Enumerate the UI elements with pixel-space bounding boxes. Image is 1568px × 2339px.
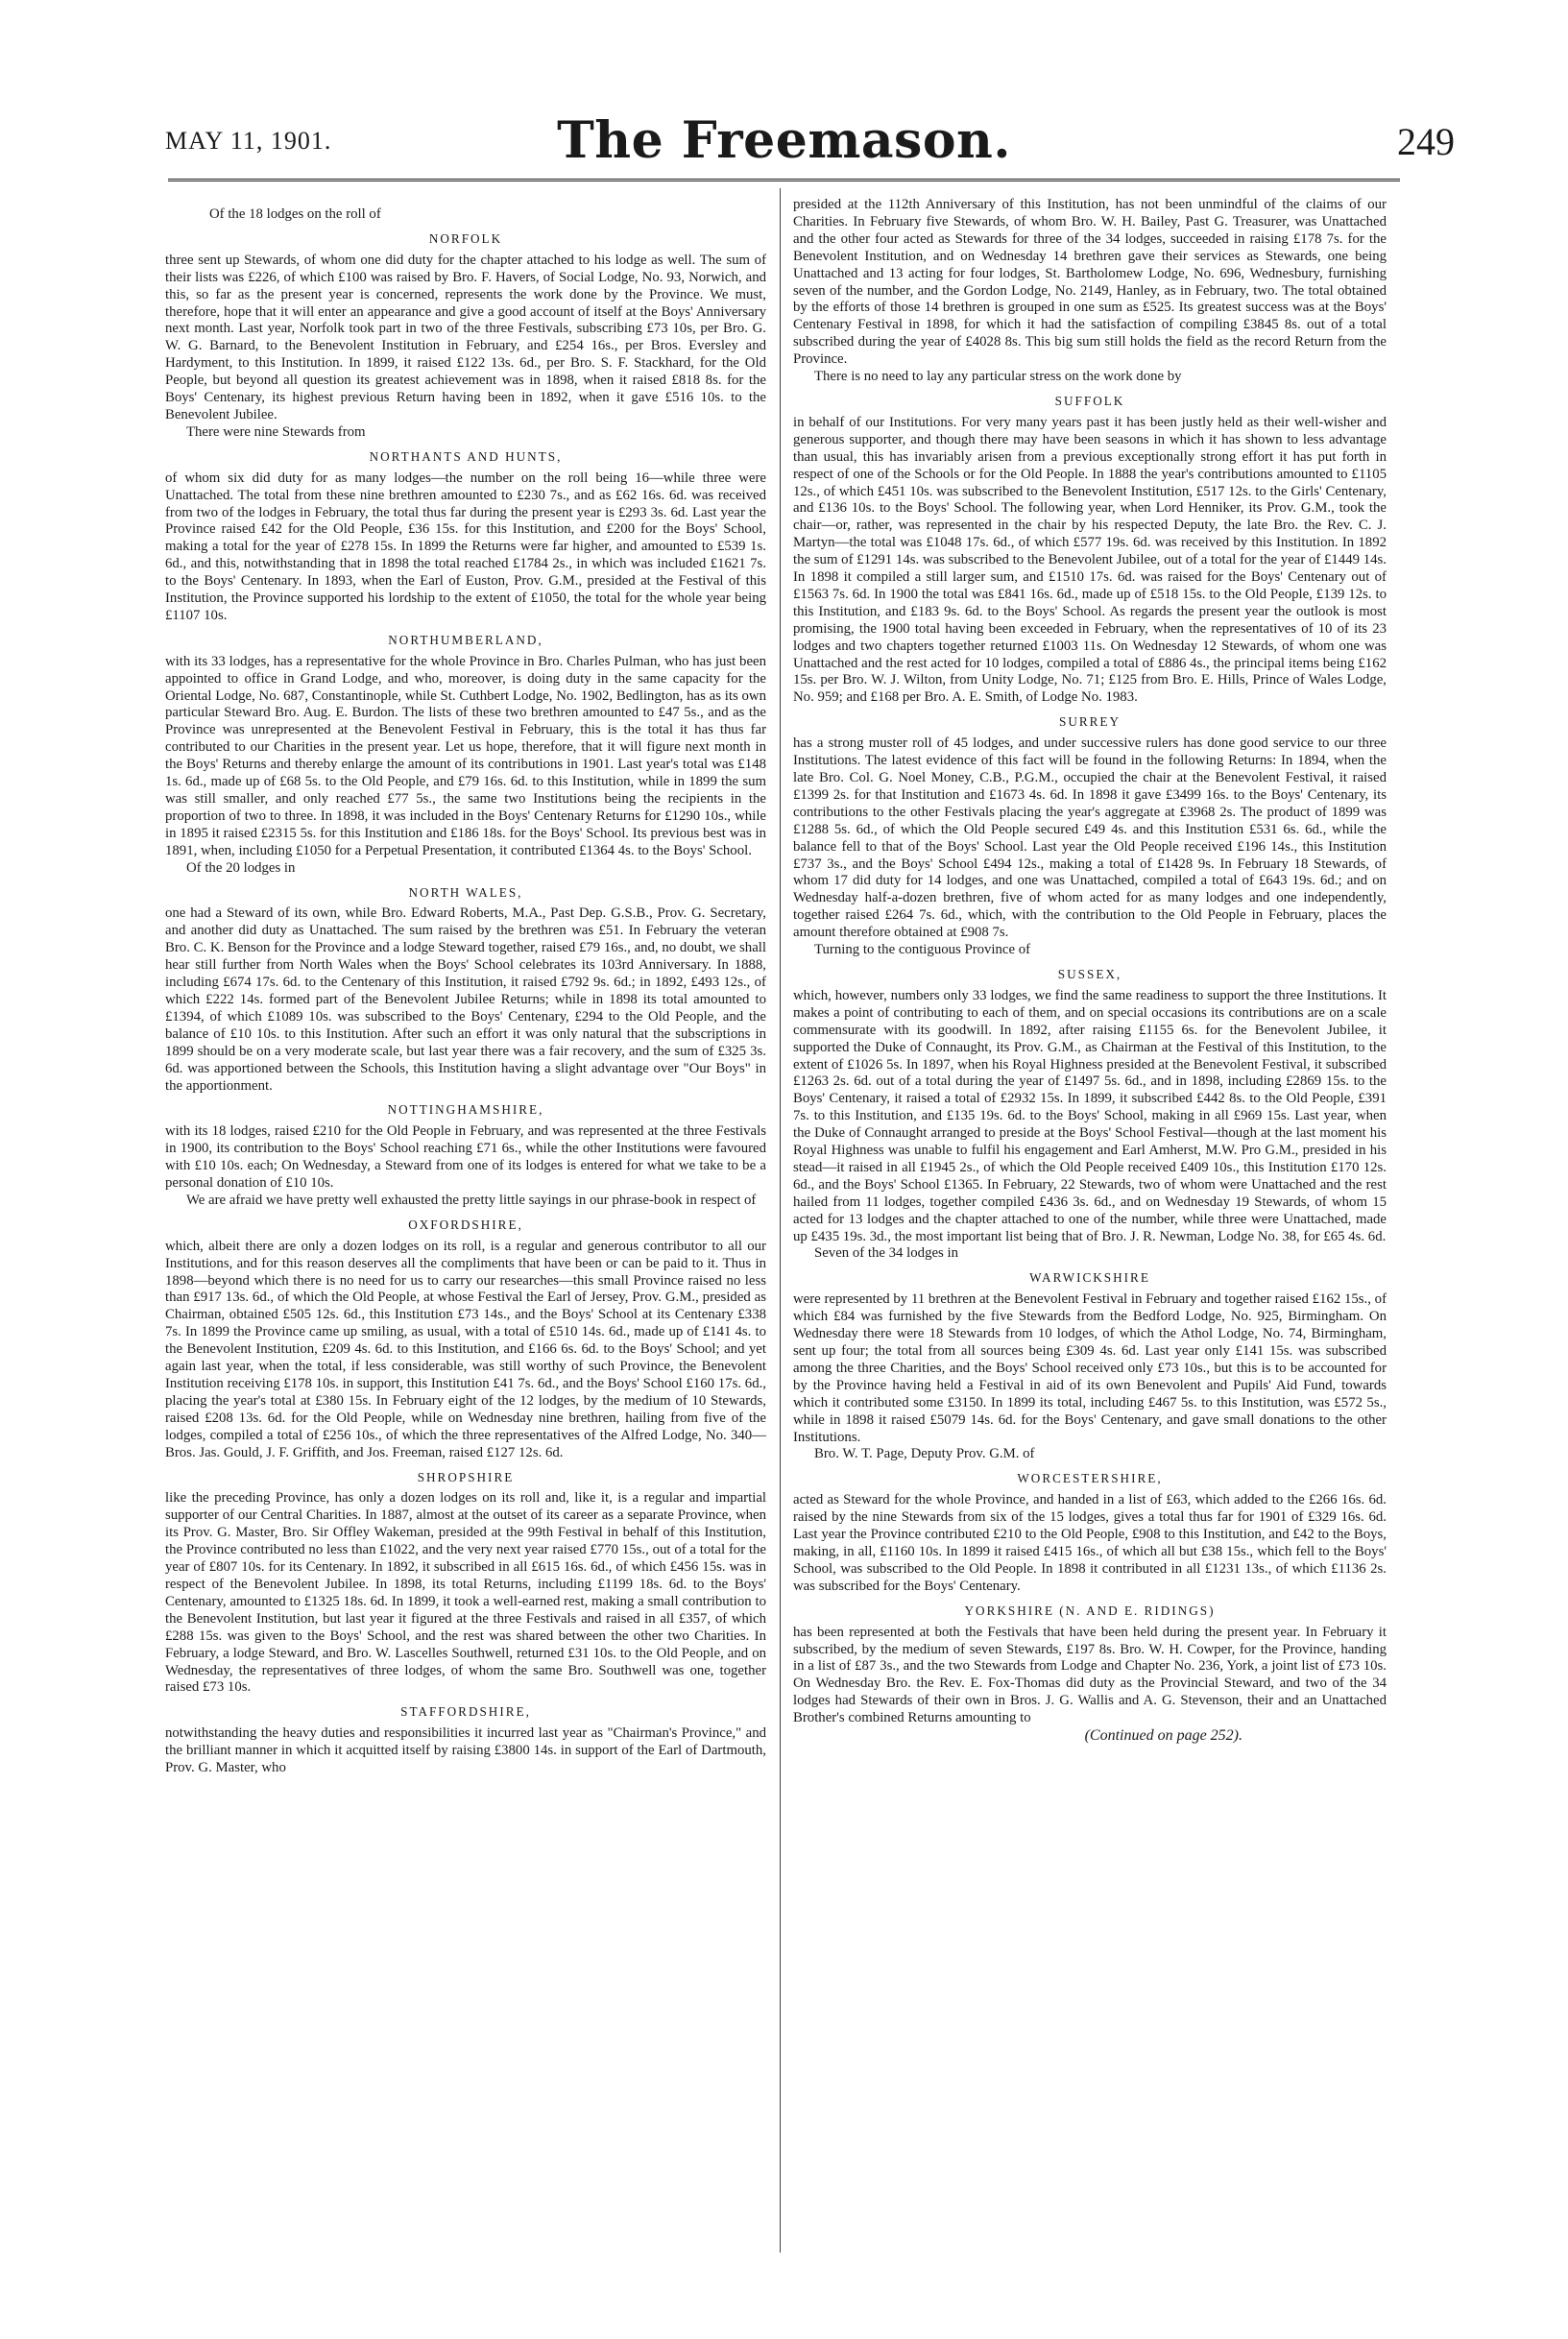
paragraph: in behalf of our Institutions. For very many years past it has been justly held as their well-wisher and generous supporter, and though there may have been seasons in which it has shown to less advantage than usual, this has invariably arisen from a previous exceptionally strong effort it has put forth in respect of one of the Schools or for the Old People. In 1888 the year's contributions amounted to £1105 12s., of which £451 10s. was subscribed to the Benevolent Institution, £517 12s. to the Girls' Centenary, and £136 10s. to the Boys' School. The following year, when Lord Henniker, its Prov. G.M., took the chair—or, rather, was represented in the chair by his respected Deputy, the late Bro. the Rev. C. J. Martyn—the total was £1048 17s. 6d., of which £577 19s. 6d. was received by this Institution. In 1892 the sum of £1291 14s. was subscribed to the Benevolent Jubilee, out of a total for the year of £1449 14s. In 1898 it compiled a still larger sum, and £1510 17s. 6d. was raised for the Boys' Centenary out of £1563 7s. 6d. In 1900 the total was £841 16s. 6d., made up of £518 15s. to the Old People, £139 12s. to this Institution, and £183 9s. 6d. to the Boys' School. As regards the present year the outlook is most promising, the 1900 total having been exceeded in February, when the representatives of 10 of its 23 lodges and two chapters together returned £1003 11s. On Wednesday 12 Stewards, of whom one was Unattached and the rest acted for 10 lodges, compiled a total of £886 4s., the principal items being £162 15s. per Bro. W. J. Wilton, from Unity Lodge, No. 71; £125 from Bro. E. Hills, Prince of Wales Lodge, No. 959; and £168 per Bro. A. E. Smith, of Lodge No. 1983. bbox=[793, 414, 1387, 706]
paragraph: presided at the 112th Anniversary of this Institution, has not been unmindful of the claims of our Charities. In February five Stewards, of whom Bro. W. H. Bailey, Past G. Treasurer, was Unattached and the other four acted as Stewards for three of the 34 lodges, succeeded in raising £178 7s. for the Benevolent Institution, and on Wednesday 14 brethren gave their services as Stewards, one being Unattached and 13 acting for four lodges, St. Bartholomew Lodge, No. 696, Wednesbury, furnishing seven of the number, and the Gordon Lodge, No. 2149, Hanley, as in February, two. The total obtained by the efforts of those 14 brethren is grouped in one sum as £525. Its greatest success was at the Boys' Centenary Festival in 1898, for which it had the satisfaction of compiling £3845 8s. out of a total subscribed during the year of £4028 8s. This big sum still holds the field as the record Return from the Province. bbox=[793, 197, 1387, 368]
paragraph: which, however, numbers only 33 lodges, we find the same readiness to support the three Institutions. It makes a point of contributing to each of them, and on special occasions its contributions are on a scale commensurate with its goodwill. In 1892, after raising £1155 6s. for the Benevolent Jubilee, it supported the Duke of Connaught, its Prov. G.M., as Chairman at the Festival of this Institution, to the extent of £1026 5s. In 1897, when his Royal Highness presided at the Benevolent Festival, it subscribed £1263 2s. 6d. out of a total during the year of £1497 5s. 6d., and in 1898, including £2869 15s. to the Boys' Centenary, it raised a total of £2932 15s. In 1899, it subscribed £442 8s. to the Old People, £391 7s. to this Institution, and £135 19s. 6d. to the Boys' School, making in all £969 15s. Last year, when the Duke of Connaught arranged to preside at the Boys' School Festival—though at the last moment his Royal Highness was unable to fulfil his engagement and Earl Amherst, M.W. Pro G.M., presided in his stead—it raised in all £1945 2s., of which the Old People received £409 10s., this Institution £170 12s. 6d., and the Boys' School £1365. In February, 22 Stewards, two of whom were Unattached and the rest hailed from 11 lodges, together compiled £436 3s. 6d., and on Wednesday 19 Stewards, of whom 15 acted for 13 lodges and the chapter attached to one of the number, while three were Unattached, made up £435 19s. 3d., the most important list being that of Bro. J. R. Newman, Lodge No. 38, for £65 4s. 6d. bbox=[793, 987, 1387, 1244]
issue-date: MAY 11, 1901. bbox=[165, 127, 332, 155]
masthead bbox=[106, 113, 1462, 173]
section-heading: WARWICKSHIRE bbox=[1029, 1270, 1150, 1286]
paragraph: Seven of the 34 lodges in bbox=[814, 1245, 958, 1262]
section-heading: NORFOLK bbox=[428, 230, 503, 246]
paragraph: Of the 18 lodges on the roll of bbox=[209, 206, 381, 222]
newspaper-title: The Freemason. bbox=[557, 111, 1011, 170]
section-heading: WORCESTERSHIRE, bbox=[1017, 1471, 1163, 1486]
left-column bbox=[165, 197, 766, 1777]
paragraph: Bro. W. T. Page, Deputy Prov. G.M. of bbox=[814, 1446, 1035, 1462]
paragraph: one had a Steward of its own, while Bro. Edward Roberts, M.A., Past Dep. G.S.B., Prov. G. Secretary, and another did duty as Unattached. The sum raised by the brethren was £51. In February the veteran Bro. C. K. Benson for the Province and a lodge Steward together, raised £79 16s., and, no doubt, we shall hear still further from North Wales when the Boys' School celebrates its 103rd Anniversary. In 1888, including £674 17s. 6d. to the Centenary of this Institution, it raised £792 9s. 6d.; in 1892, £493 12s., of which £222 14s. formed part of the Benevolent Jubilee Returns; while in 1898 its total amounted to £1394, of which £1089 10s. was subscribed to the Boys' Centenary, £294 to the Old People, and the balance of £10 10s. to this Institution. After such an effort it was only natural that the subscriptions in 1899 should be on a very moderate scale, but last year there was a fair recovery, and the sum of £325 3s. 6d. was apportioned between the Schools, this Institution having a slight advantage over "Our Boys" in the apportionment. bbox=[165, 905, 766, 1094]
paragraph: notwithstanding the heavy duties and responsibilities it incurred last year as "Chairman's Province," and the brilliant manner in which it acquitted itself by raising £3800 14s. in support of the Earl of Dartmouth, Prov. G. Master, who bbox=[165, 1725, 766, 1776]
section-heading: SUFFOLK bbox=[1054, 393, 1125, 408]
paragraph: We are afraid we have pretty well exhausted the pretty little sayings in our phrase-book in respect of bbox=[186, 1192, 757, 1208]
paragraph: were represented by 11 brethren at the Benevolent Festival in February and together raised £162 15s., of which £84 was furnished by the five Stewards from the Bedford Lodge, No. 925, Birmingham. On Wednesday there were 18 Stewards from 10 lodges, of which the Athol Lodge, No. 74, Birmingham, sent up four; the total from all sources being £309 4s. 6d. Last year only £141 15s. was subscribed among the three Charities, and the Boys' School received only £73 10s., but this is to be accounted for by the Province having held a Festival in aid of its own Benevolent and Pupils' Aid Fund, towards which it contributed some £3150. In 1899 its total, including £467 5s. to this Institution, was £572 5s., while in 1898 it raised £5079 14s. 6d. for the Boys' Centenary, and gave small donations to the other Institutions. bbox=[793, 1291, 1387, 1445]
column-divider bbox=[780, 188, 781, 2253]
right-column bbox=[793, 197, 1387, 1745]
page-number: 249 bbox=[1397, 120, 1455, 163]
paragraph: There were nine Stewards from bbox=[186, 423, 366, 440]
paragraph: like the preceding Province, has only a dozen lodges on its roll and, like it, is a regular and impartial supporter of our Central Charities. In 1887, almost at the outset of its career as a separate Province, when its Prov. G. Master, Bro. Sir Offley Wakeman, presided at the 99th Festival in behalf of this Institution, the Province contributed no less than £1022, and the very next year raised £770 15s., out of a total for the year of £807 10s. for its Centenary. In 1892, it subscribed in all £615 16s. 6d., of which £456 15s. was in respect of the Benevolent Jubilee. In 1898, its total Returns, including £1199 18s. 6d. to the Boys' Centenary, amounted to £1325 18s. 6d. In 1899, it took a well-earned rest, making a small contribution to the Benevolent Institution, but last year it figured at the three Festivals and raised in all £357, of which £288 15s. was given to the Boys' School, and the rest was shared between the other two Charities. In February, a lodge Steward, and Bro. W. Lascelles Southwell, returned £31 10s. to the Old People, and on Wednesday, the representatives of three lodges, of whom the same Bro. Southwell was one, together raised £73 10s. bbox=[165, 1490, 766, 1696]
section-heading: OXFORDSHIRE, bbox=[408, 1217, 523, 1232]
paragraph: with its 18 lodges, raised £210 for the Old People in February, and was represented at the three Festivals in 1900, its contribution to the Boys' School reaching £71 6s., while the other Institutions were favoured with £10 10s. each; On Wednesday, a Steward from one of its lodges is entered for what we take to be a personal donation of £10 10s. bbox=[165, 1123, 766, 1192]
section-heading: NORTH WALES, bbox=[408, 884, 523, 900]
paragraph: has a strong muster roll of 45 lodges, and under successive rulers has done good service to our three Institutions. The latest evidence of this fact will be found in the following Returns: In 1894, when the late Bro. Col. G. Noel Money, C.B., P.G.M., occupied the chair at the Benevolent Festival, it raised £1399 2s. for that Institution and £1673 4s. 6d. In 1898 it gave £3499 16s. to the Boys' Centenary, its contributions to the other Festivals placing the year's aggregate at £3968 2s. The product of 1899 was £1288 5s. 6d., of which the Old People secured £49 4s. and this Institution £531 6s. 6d., while the balance fell to that of the Boys' School. Last year the Old People received £196 14s., this Institution £737 3s., and the Boys' School £494 12s., making a total of £1428 9s. In February 18 Stewards, of whom 17 did duty for 14 lodges, and one was Unattached, compiled a total of £643 19s. 6d.; and on Wednesday half-a-dozen brethren, five of whom acted for as many lodges and one independently, together raised £264 7s. 6d., which, with the contribution to the Old People in February, places the amount therefore obtained at £908 7s. bbox=[793, 735, 1387, 941]
section-heading: YORKSHIRE (N. AND E. RIDINGS) bbox=[964, 1603, 1216, 1618]
header-rule bbox=[168, 179, 1400, 185]
paragraph: has been represented at both the Festivals that have been held during the present year. In February it subscribed, by the medium of seven Stewards, £197 8s. Bro. W. H. Cowper, for the Province, handing in a list of £87 3s., and the two Stewards from Lodge and Chapter No. 236, York, a joint list of £73 10s. On Wednesday Bro. the Rev. E. Fox-Thomas did duty as the Provincial Steward, and two of the 34 lodges had Stewards of their own in Bros. J. G. Wallis and A. G. Stevenson, their and an Unattached Brother's combined Returns amounting to bbox=[793, 1624, 1387, 1726]
paragraph: of whom six did duty for as many lodges—the number on the roll being 16—while three were Unattached. The total from these nine brethren amounted to £230 7s., and as £62 16s. 6d. was received from two of the lodges in February, the total thus far during the present year is £293 3s. 6d. Last year the Province raised £42 for the Old People, £36 15s. for this Institution, and £200 for the Boys' School, making a total for the year of £278 15s. In 1899 the Returns were far higher, and amounted to £539 1s. 6d., and this, notwithstanding that in 1898 the total reached £1784 2s., in which was included £1621 7s. to the Boys' Centenary. In 1893, when the Earl of Euston, Prov. G.M., presided at the Festival of this Institution, the Province supported his lordship to the extent of £1050, the total for the whole year being £1107 10s. bbox=[165, 470, 766, 623]
section-heading: NORTHUMBERLAND, bbox=[388, 632, 543, 647]
section-heading: STAFFORDSHIRE, bbox=[400, 1704, 531, 1720]
continued-note: (Continued on page 252). bbox=[1084, 1727, 1242, 1745]
paragraph: with its 33 lodges, has a representative for the whole Province in Bro. Charles Pulman, who has just been appointed to office in Grand Lodge, and who, moreover, is doing duty in the same capacity for the Oriental Lodge, No. 687, Constantinople, while St. Cuthbert Lodge, No. 1902, Bedlington, has as its own particular Steward Bro. Aug. E. Burdon. The lists of these two brethren amounted to £47 5s., and as the Province was unrepresented at the Benevolent Festival in February, this is the total it has thus far contributed to our Charities in the present year. Let us hope, therefore, that it will figure next month in the Boys' Returns and thereby enlarge the amount of its contributions in 1901. Last year's total was £148 1s. 6d., made up of £68 5s. to the Old People, and £79 16s. 6d. to this Institution, while in 1899 the sum was still smaller, and only reached £77 5s., the same two Institutions being the recipients in the proportion of two to three. In 1898, it was included in the Boys' Centenary Returns for £1290 10s., while in 1895 it raised £2315 5s. for this Institution and £186 18s. for the Boys' School. Its previous best was in 1891, when, including £1050 for a Perpetual Presentation, it contributed £1364 4s. to the Boys' School. bbox=[165, 653, 766, 858]
paragraph: Turning to the contiguous Province of bbox=[814, 942, 1031, 958]
paragraph: There is no need to lay any particular stress on the work done by bbox=[814, 369, 1182, 385]
paragraph: which, albeit there are only a dozen lodges on its roll, is a regular and generous contributor to all our Institutions, and for this reason deserves all the compliments that have been or can be paid to it. Thus in 1898—beyond which there is no need for us to carry our researches—this small Province raised no less than £917 13s. 6d., of which the Old People, at whose Festival the Earl of Jersey, Prov. G.M., presided as Chairman, obtained £505 12s. 6d., this Institution £73 14s., and the Boys' School at its Centenary £338 7s. In 1899 the Province came up smiling, as usual, with a total of £510 14s. 6d., made up of £141 4s. to the Benevolent Institution, £209 4s. 6d. to this Institution, and £166 6s. 6d. to the Boys' School; and yet again last year, when the total, if less considerable, was still worthy of such Province, the Benevolent Institution receiving £178 10s. in support, this Institution £41 7s. 6d., and the Boys' School £160 17s. 6d., placing the year's total at £380 15s. In February eight of the 12 lodges, by the medium of 10 Stewards, raised £208 13s. 6d. for the Old People, while on Wednesday nine brethren, hailing from five of the lodges, compiled a total of £256 10s., of which the three representatives of the Alfred Lodge, No. 340—Bros. Jas. Gould, J. F. Griffith, and Jos. Freeman, raised £127 12s. 6d. bbox=[165, 1238, 766, 1460]
section-heading: SURREY bbox=[1058, 714, 1122, 730]
section-heading: NORTHANTS AND HUNTS, bbox=[369, 448, 563, 464]
paragraph: three sent up Stewards, of whom one did duty for the chapter attached to his lodge as well. The sum of their lists was £226, of which £100 was raised by Bro. F. Havers, of Social Lodge, No. 93, Norwich, and this, so far as the present year is concerned, represents the work done by the Province. We must, therefore, hope that it will enter an appearance and give a good account of itself at the Boys' Anniversary next month. Last year, Norfolk took part in two of the three Festivals, subscribing £73 10s, per Bro. G. W. G. Barnard, to the Benevolent Institution in February, and £254 16s., per Bros. Eversley and Hardyment, to this Institution. In 1899, it raised £122 13s. 6d., per Bro. S. F. Stackhard, for the Old People, but beyond all question its greatest achievement was in 1898, when it raised £818 8s. for the Boys' Centenary, its highest previous Return having been in 1892, when it gave £516 10s. to the Benevolent Jubilee. bbox=[165, 252, 766, 422]
section-heading: SUSSEX, bbox=[1057, 966, 1122, 981]
section-heading: NOTTINGHAMSHIRE, bbox=[387, 1102, 544, 1118]
section-heading: SHROPSHIRE bbox=[417, 1469, 515, 1484]
paragraph: acted as Steward for the whole Province, and handed in a list of £63, which added to the £266 16s. 6d. raised by the nine Stewards from six of the 15 lodges, gives a total thus far for 1901 of £329 16s. 6d. Last year the Province contributed £210 to the Old People, £908 to this Institution, and £42 to the Boys, making, in all, £1160 10s. In 1899 it raised £415 16s., of which all but £38 15s., which fell to the Boys' School, was subscribed to the Old People. In 1898 it contributed in all £1231 13s., of which £1136 2s. was subscribed for the Boys' Centenary. bbox=[793, 1492, 1387, 1594]
paragraph: Of the 20 lodges in bbox=[186, 859, 296, 876]
